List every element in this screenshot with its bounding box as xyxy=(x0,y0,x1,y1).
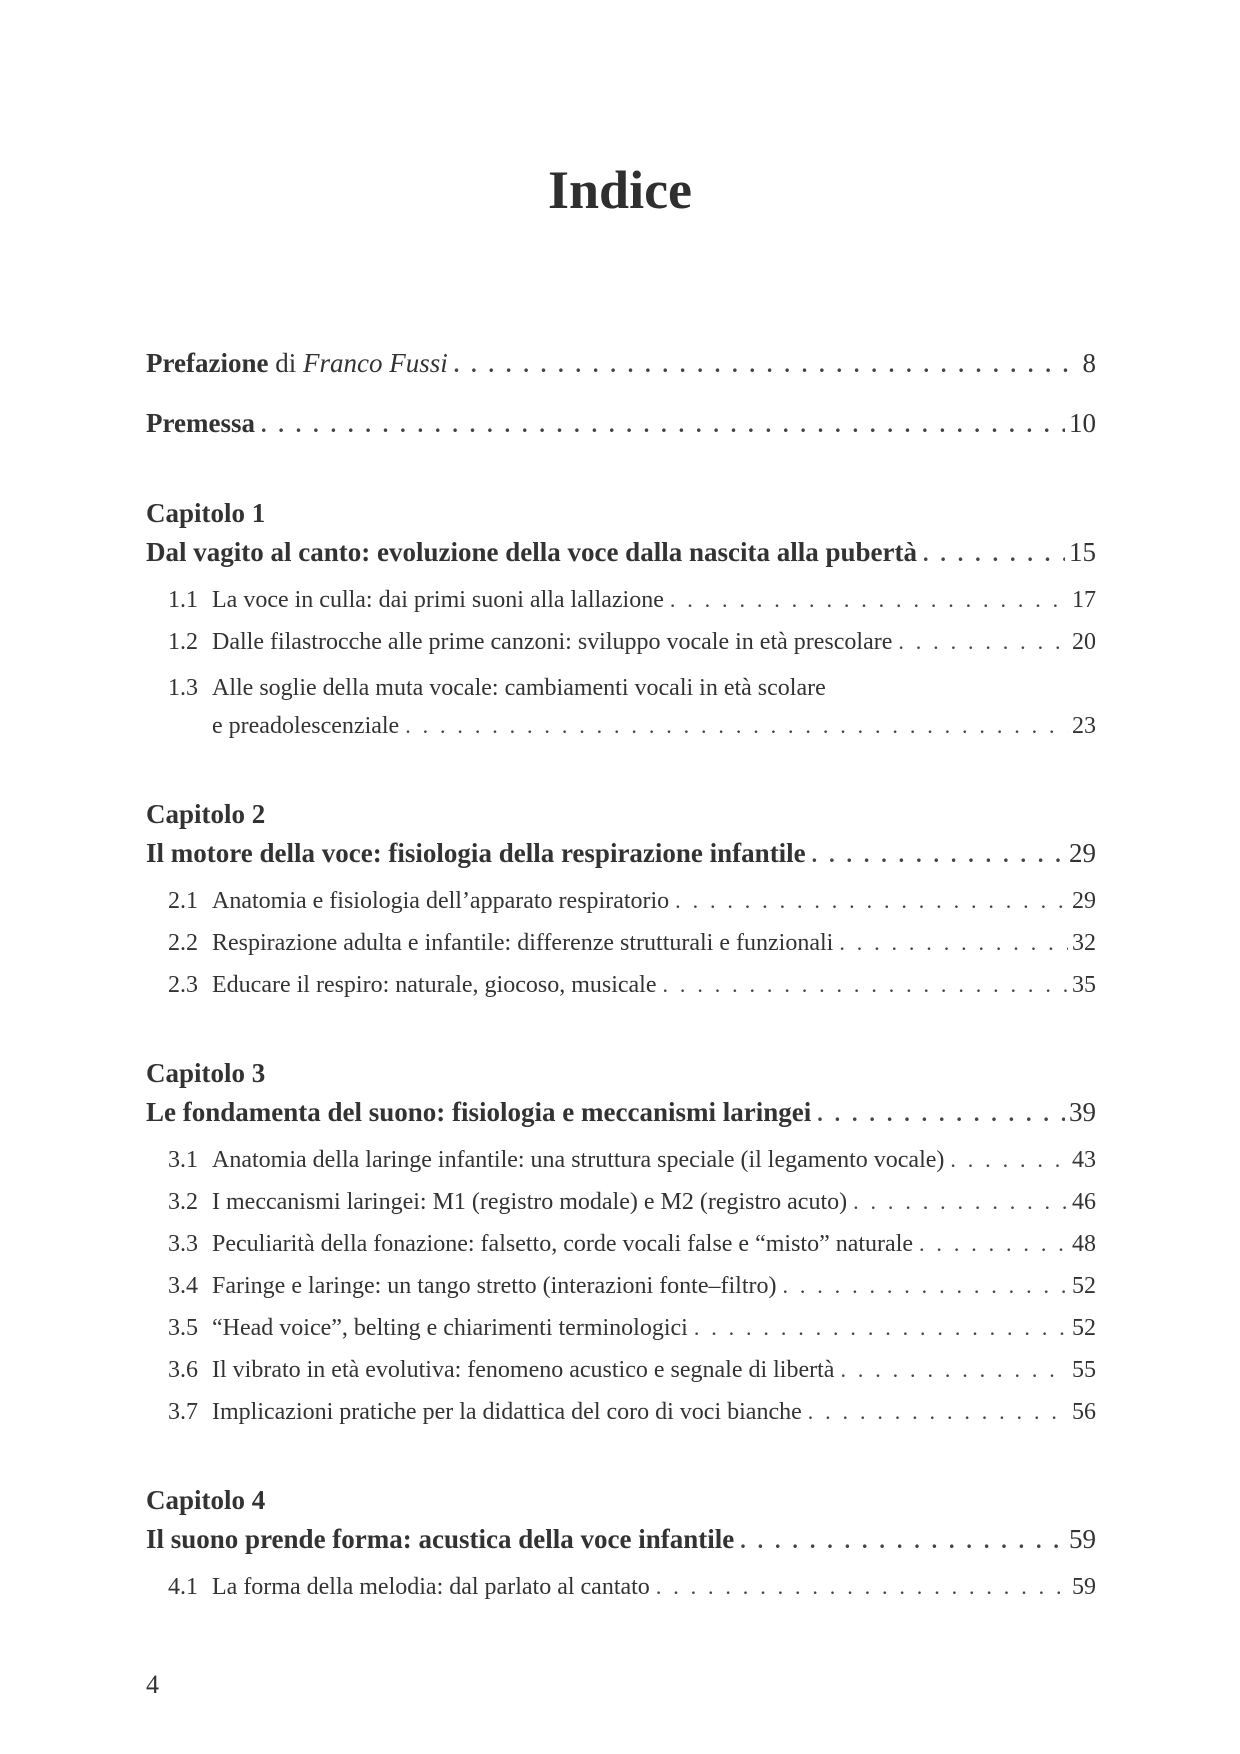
section-number: 3.6 xyxy=(168,1357,198,1383)
page-number: 48 xyxy=(1072,1231,1096,1257)
section-entry xyxy=(168,1574,1096,1608)
page-number: 55 xyxy=(1072,1357,1096,1383)
section-title: Peculiarità della fonazione: falsetto, corde vocali false e “misto” naturale xyxy=(212,1231,914,1257)
section-entry xyxy=(168,1399,1096,1433)
section-entry xyxy=(168,671,826,705)
page-number: 56 xyxy=(1072,1399,1096,1425)
toc-entry-premessa xyxy=(146,408,1096,442)
chapter-title-entry xyxy=(146,537,1096,571)
section-title: Dalle filastrocche alle prime canzoni: sviluppo vocale in età prescolare xyxy=(212,629,893,655)
chapter-title-entry xyxy=(146,1524,1096,1558)
section-number: 3.2 xyxy=(168,1189,198,1215)
chapter-title: Il suono prende forma: acustica della voce infantile xyxy=(146,1524,735,1554)
section-entry xyxy=(168,1357,1096,1391)
section-number: 2.2 xyxy=(168,930,198,956)
page-number: 59 xyxy=(1069,1524,1096,1554)
dot-leader xyxy=(919,1231,1068,1257)
dot-leader xyxy=(405,713,1068,739)
page-number: 20 xyxy=(1072,629,1096,655)
page-number: 29 xyxy=(1069,838,1096,868)
section-entry xyxy=(168,1315,1096,1349)
dot-leader xyxy=(898,629,1068,655)
page-number: 23 xyxy=(1072,713,1096,739)
dot-leader xyxy=(950,1147,1068,1173)
chapter-title: Dal vagito al canto: evoluzione della voce dalla nascita alla pubertà xyxy=(146,537,917,567)
section-title-continuation: e preadolescenziale xyxy=(212,713,400,739)
section-title: Respirazione adulta e infantile: differenze strutturali e funzionali xyxy=(212,930,834,956)
dot-leader xyxy=(853,1189,1068,1215)
section-title: Faringe e laringe: un tango stretto (interazioni fonte–filtro) xyxy=(212,1273,777,1299)
dot-leader xyxy=(782,1273,1068,1299)
page-number: 59 xyxy=(1072,1574,1096,1600)
section-title: Alle soglie della muta vocale: cambiamenti vocali in età scolare xyxy=(212,675,826,701)
dot-leader xyxy=(812,842,1065,868)
section-entry xyxy=(168,629,1096,663)
dot-leader xyxy=(656,1574,1068,1600)
dot-leader xyxy=(261,412,1065,438)
dot-leader xyxy=(670,587,1068,613)
section-number: 3.4 xyxy=(168,1273,198,1299)
section-title: I meccanismi laringei: M1 (registro modale) e M2 (registro acuto) xyxy=(212,1189,848,1215)
entry-connector: di xyxy=(268,348,303,378)
entry-author: Franco Fussi xyxy=(302,348,448,378)
dot-leader xyxy=(454,352,1079,378)
chapter-title-entry xyxy=(146,1097,1096,1131)
section-number: 3.5 xyxy=(168,1315,198,1341)
entry-title: Premessa xyxy=(146,408,255,438)
section-title: La forma della melodia: dal parlato al cantato xyxy=(212,1574,650,1600)
toc-entry-prefazione xyxy=(146,348,1096,382)
page-folio: 4 xyxy=(146,1670,159,1699)
section-entry xyxy=(168,930,1096,964)
page-number: 35 xyxy=(1072,972,1096,998)
section-title: Anatomia della laringe infantile: una struttura speciale (il legamento vocale) xyxy=(212,1147,945,1173)
page-number: 8 xyxy=(1082,348,1096,378)
page-number: 52 xyxy=(1072,1273,1096,1299)
dot-leader xyxy=(675,888,1068,914)
section-number: 1.3 xyxy=(168,675,198,701)
section-title: Il vibrato in età evolutiva: fenomeno acustico e segnale di libertà xyxy=(212,1357,835,1383)
section-title: Implicazioni pratiche per la didattica del coro di voci bianche xyxy=(212,1399,802,1425)
dot-leader xyxy=(694,1315,1068,1341)
section-entry xyxy=(168,1273,1096,1307)
section-number: 1.1 xyxy=(168,587,198,613)
section-entry xyxy=(168,972,1096,1006)
section-entry-continuation xyxy=(212,713,1096,747)
chapter-label: Capitolo 4 xyxy=(146,1485,266,1515)
page-number: 32 xyxy=(1072,930,1096,956)
section-number: 4.1 xyxy=(168,1574,198,1600)
section-number: 3.1 xyxy=(168,1147,198,1173)
dot-leader xyxy=(808,1399,1068,1425)
section-title: Educare il respiro: naturale, giocoso, musicale xyxy=(212,972,657,998)
dot-leader xyxy=(923,541,1065,567)
entry-title: Prefazione xyxy=(146,348,269,378)
page-title: Indice xyxy=(547,160,693,220)
dot-leader xyxy=(740,1528,1065,1554)
page-number: 29 xyxy=(1072,888,1096,914)
dot-leader xyxy=(663,972,1068,998)
section-entry xyxy=(168,1231,1096,1265)
section-entry xyxy=(168,1147,1096,1181)
page-number: 10 xyxy=(1069,408,1096,438)
dot-leader xyxy=(817,1101,1065,1127)
section-number: 3.7 xyxy=(168,1399,198,1425)
chapter-label: Capitolo 2 xyxy=(146,799,266,829)
page-number: 52 xyxy=(1072,1315,1096,1341)
page-number: 17 xyxy=(1072,587,1096,613)
chapter-title: Il motore della voce: fisiologia della respirazione infantile xyxy=(146,838,806,868)
page-number: 39 xyxy=(1069,1097,1096,1127)
section-title: La voce in culla: dai primi suoni alla lallazione xyxy=(212,587,664,613)
section-title: “Head voice”, belting e chiarimenti terminologici xyxy=(212,1315,688,1341)
section-number: 3.3 xyxy=(168,1231,198,1257)
dot-leader xyxy=(839,930,1068,956)
section-number: 1.2 xyxy=(168,629,198,655)
page-number: 43 xyxy=(1072,1147,1096,1173)
page-number: 46 xyxy=(1072,1189,1096,1215)
section-number: 2.1 xyxy=(168,888,198,914)
section-entry xyxy=(168,1189,1096,1223)
section-title: Anatomia e fisiologia dell’apparato respiratorio xyxy=(212,888,670,914)
chapter-label: Capitolo 3 xyxy=(146,1058,266,1088)
chapter-label: Capitolo 1 xyxy=(146,498,266,528)
section-entry xyxy=(168,888,1096,922)
section-entry xyxy=(168,587,1096,621)
page-number: 15 xyxy=(1069,537,1096,567)
dot-leader xyxy=(840,1357,1068,1383)
chapter-title-entry xyxy=(146,838,1096,872)
section-number: 2.3 xyxy=(168,972,198,998)
chapter-title: Le fondamenta del suono: fisiologia e meccanismi laringei xyxy=(146,1097,812,1127)
